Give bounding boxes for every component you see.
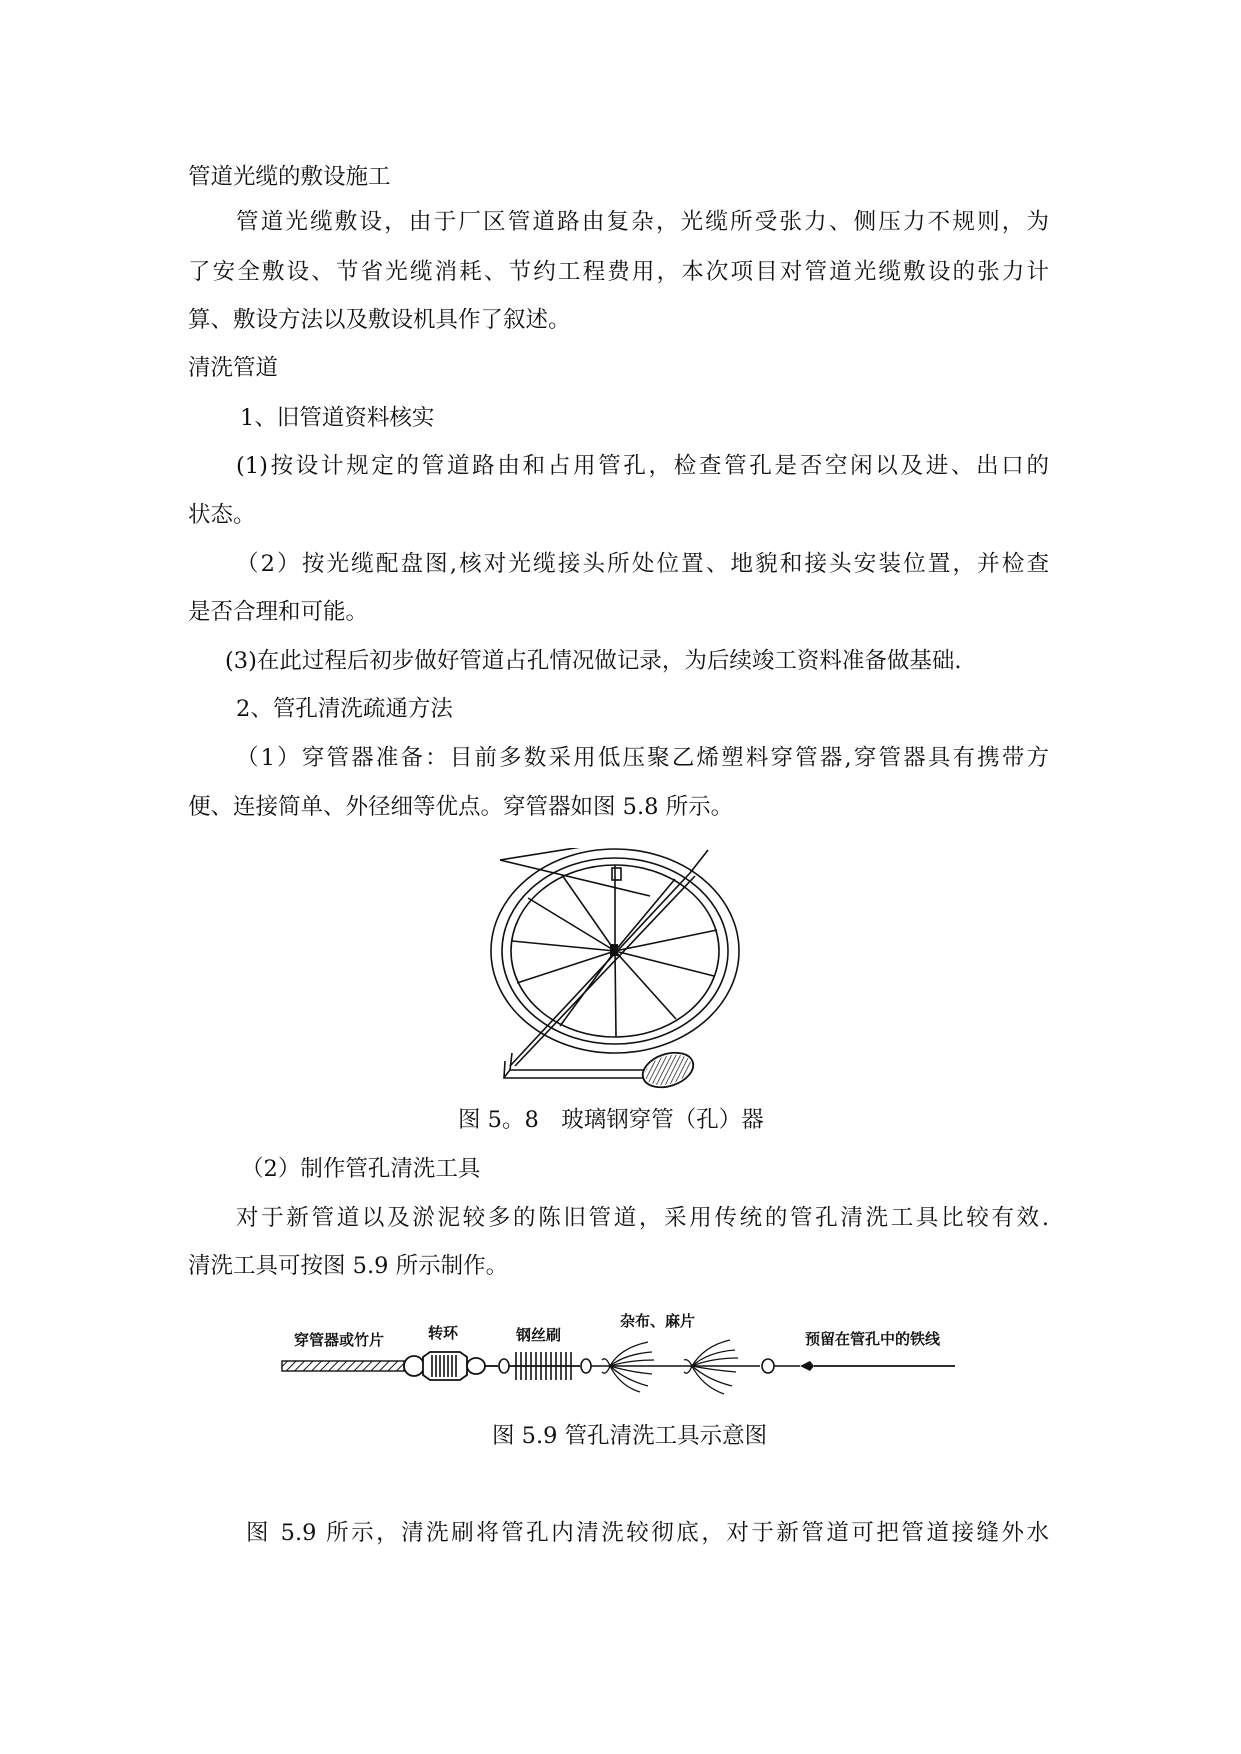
subitem-2-title: （2）制作管孔清洗工具: [241, 1156, 481, 1182]
label-brush: 钢丝刷: [516, 1326, 562, 1344]
figure-5-9-caption: 图 5.9 管孔清洗工具示意图: [492, 1423, 768, 1449]
paragraph-4-line-1: （1）穿管器准备：目前多数采用低压聚乙烯塑料穿管器,穿管器具有携带方: [236, 745, 1049, 771]
item-2-title: 2、管孔清洗疏通方法: [236, 696, 453, 722]
item-1-title: 1、旧管道资料核实: [240, 405, 435, 431]
intro-line-2: 了安全敷设、节省光缆消耗、节约工程费用，本次项目对管道光缆敷设的张力计: [188, 259, 1049, 285]
paragraph-1-line-2: 状态。: [188, 502, 256, 528]
figure-5-9-cleaning-tool: [280, 1300, 960, 1400]
label-rags: 杂布、麻片: [620, 1312, 696, 1330]
paragraph-3: (3)在此过程后初步做好管道占孔情况做记录，为后续竣工资料准备做基础.: [225, 648, 962, 674]
paragraph-6-line-1: 图 5.9 所示，清洗刷将管孔内清洗较彻底，对于新管道可把管道接缝外水: [246, 1520, 1049, 1546]
figure-5-8-caption: 图 5。8 玻璃钢穿管（孔）器: [458, 1107, 764, 1133]
paragraph-4-line-2: 便、连接简单、外径细等优点。穿管器如图 5.8 所示。: [188, 794, 734, 820]
intro-line-1: 管道光缆敷设，由于厂区管道路由复杂，光缆所受张力、侧压力不规则，为: [236, 209, 1049, 235]
label-tube: 穿管器或竹片: [294, 1331, 385, 1349]
figure-5-8-duct-rodder: [490, 848, 790, 1098]
paragraph-5-line-2: 清洗工具可按图 5.9 所示制作。: [188, 1253, 509, 1279]
label-wire: 预留在管孔中的铁线: [805, 1330, 941, 1348]
paragraph-5-line-1: 对于新管道以及淤泥较多的陈旧管道，采用传统的管孔清洗工具比较有效.: [236, 1205, 1049, 1231]
paragraph-1-line-1: (1)按设计规定的管道路由和占用管孔，检查管孔是否空闲以及进、出口的: [236, 453, 1049, 479]
subsection-heading: 清洗管道: [188, 355, 279, 381]
label-swivel: 转环: [428, 1324, 459, 1342]
section-heading: 管道光缆的敷设施工: [188, 164, 391, 190]
paragraph-2-line-2: 是否合理和可能。: [188, 599, 369, 625]
intro-line-3: 算、敷设方法以及敷设机具作了叙述。: [188, 307, 571, 333]
paragraph-2-line-1: （2）按光缆配盘图,核对光缆接头所处位置、地貌和接头安装位置，并检查: [236, 551, 1049, 577]
